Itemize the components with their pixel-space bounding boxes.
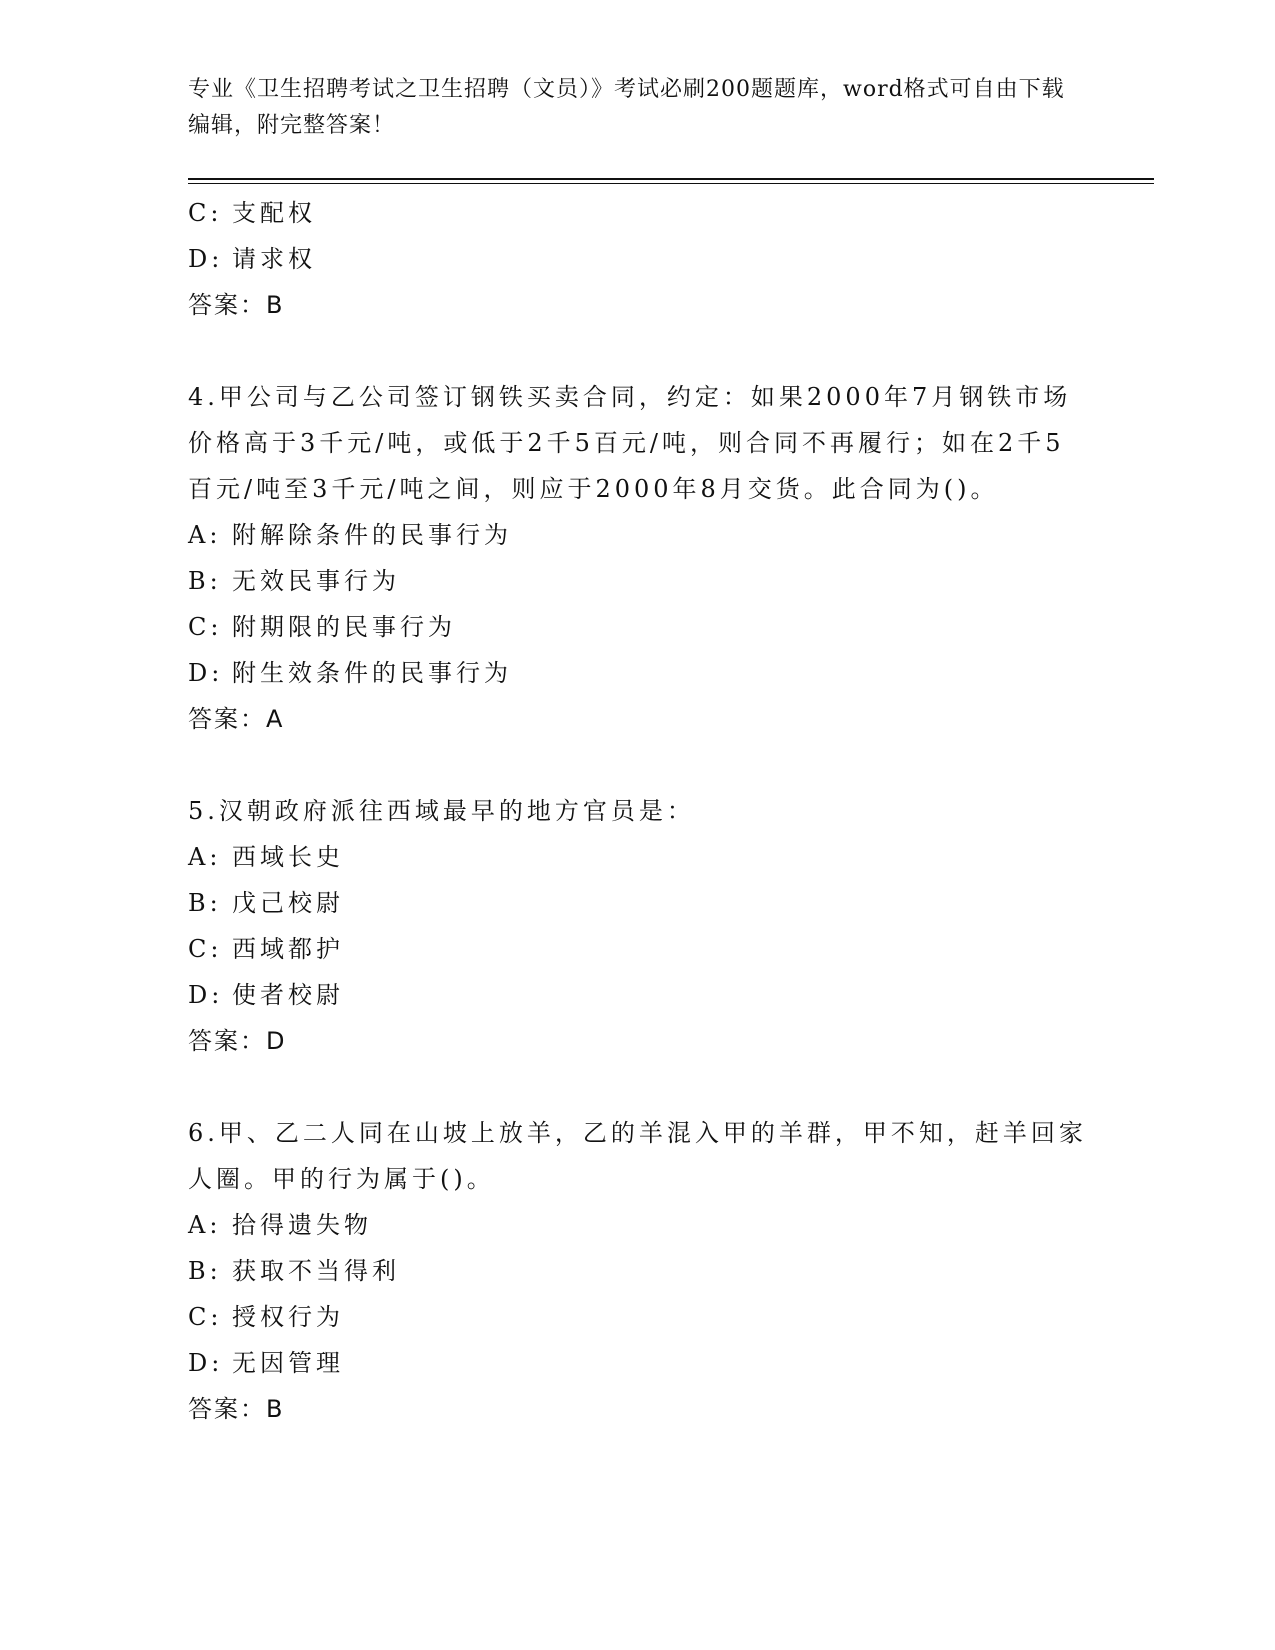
option-text: 支配权 bbox=[232, 199, 316, 227]
option-key: D: bbox=[188, 1349, 224, 1377]
option-text: 附生效条件的民事行为 bbox=[232, 659, 512, 687]
option-line bbox=[188, 972, 1088, 1018]
question-stem: 4.甲公司与乙公司签订钢铁买卖合同，约定：如果2000年7月钢铁市场价格高于3千元/吨，或低于2千5百元/吨，则合同不再履行；如在2千5百元/吨至3千元/吨之间，则应于2000年8月交货。此合同为()。 bbox=[188, 383, 1072, 503]
document-header: 专业《卫生招聘考试之卫生招聘（文员）》考试必刷200题题库，word格式可自由下载编辑，附完整答案！ bbox=[188, 77, 1065, 138]
option-text: 拾得遗失物 bbox=[232, 1211, 372, 1239]
option-text: 附期限的民事行为 bbox=[232, 613, 456, 641]
option-line bbox=[188, 1248, 1088, 1294]
option-line bbox=[188, 236, 1088, 282]
option-key: A: bbox=[188, 843, 222, 871]
option-line bbox=[188, 880, 1088, 926]
option-key: C: bbox=[188, 613, 223, 641]
spacer bbox=[188, 1064, 1088, 1110]
option-line bbox=[188, 1294, 1088, 1340]
option-line bbox=[188, 604, 1088, 650]
option-line bbox=[188, 512, 1088, 558]
option-line bbox=[188, 1340, 1088, 1386]
answer-line: 答案：A bbox=[188, 705, 285, 733]
option-text: 西域长史 bbox=[232, 843, 344, 871]
option-text: 附解除条件的民事行为 bbox=[232, 521, 512, 549]
option-line bbox=[188, 926, 1088, 972]
option-key: D: bbox=[188, 981, 224, 1009]
option-key: D: bbox=[188, 659, 224, 687]
option-key: A: bbox=[188, 521, 222, 549]
spacer bbox=[188, 742, 1088, 788]
option-text: 使者校尉 bbox=[232, 981, 344, 1009]
answer-line: 答案：B bbox=[188, 291, 285, 319]
answer-line: 答案：B bbox=[188, 1395, 285, 1423]
answer-line: 答案：D bbox=[188, 1027, 287, 1055]
header-rule-thick bbox=[188, 178, 1154, 180]
option-line bbox=[188, 1202, 1088, 1248]
option-key: C: bbox=[188, 935, 223, 963]
question-list bbox=[188, 190, 1088, 1432]
question-stem: 5.汉朝政府派往西域最早的地方官员是： bbox=[188, 797, 695, 825]
option-line bbox=[188, 558, 1088, 604]
spacer bbox=[188, 328, 1088, 374]
option-key: C: bbox=[188, 199, 223, 227]
option-key: B: bbox=[188, 889, 222, 917]
option-text: 请求权 bbox=[232, 245, 316, 273]
header-rule-thin bbox=[188, 183, 1154, 184]
option-line bbox=[188, 190, 1088, 236]
option-text: 获取不当得利 bbox=[232, 1257, 400, 1285]
option-line bbox=[188, 834, 1088, 880]
option-text: 无效民事行为 bbox=[232, 567, 400, 595]
option-key: C: bbox=[188, 1303, 223, 1331]
option-text: 无因管理 bbox=[232, 1349, 344, 1377]
question-stem: 6.甲、乙二人同在山坡上放羊，乙的羊混入甲的羊群，甲不知，赶羊回家人圈。甲的行为属于()。 bbox=[188, 1119, 1087, 1193]
option-key: D: bbox=[188, 245, 224, 273]
option-text: 授权行为 bbox=[232, 1303, 344, 1331]
option-line bbox=[188, 650, 1088, 696]
option-key: A: bbox=[188, 1211, 222, 1239]
option-text: 戊己校尉 bbox=[232, 889, 344, 917]
option-text: 西域都护 bbox=[232, 935, 344, 963]
option-key: B: bbox=[188, 1257, 222, 1285]
option-key: B: bbox=[188, 567, 222, 595]
